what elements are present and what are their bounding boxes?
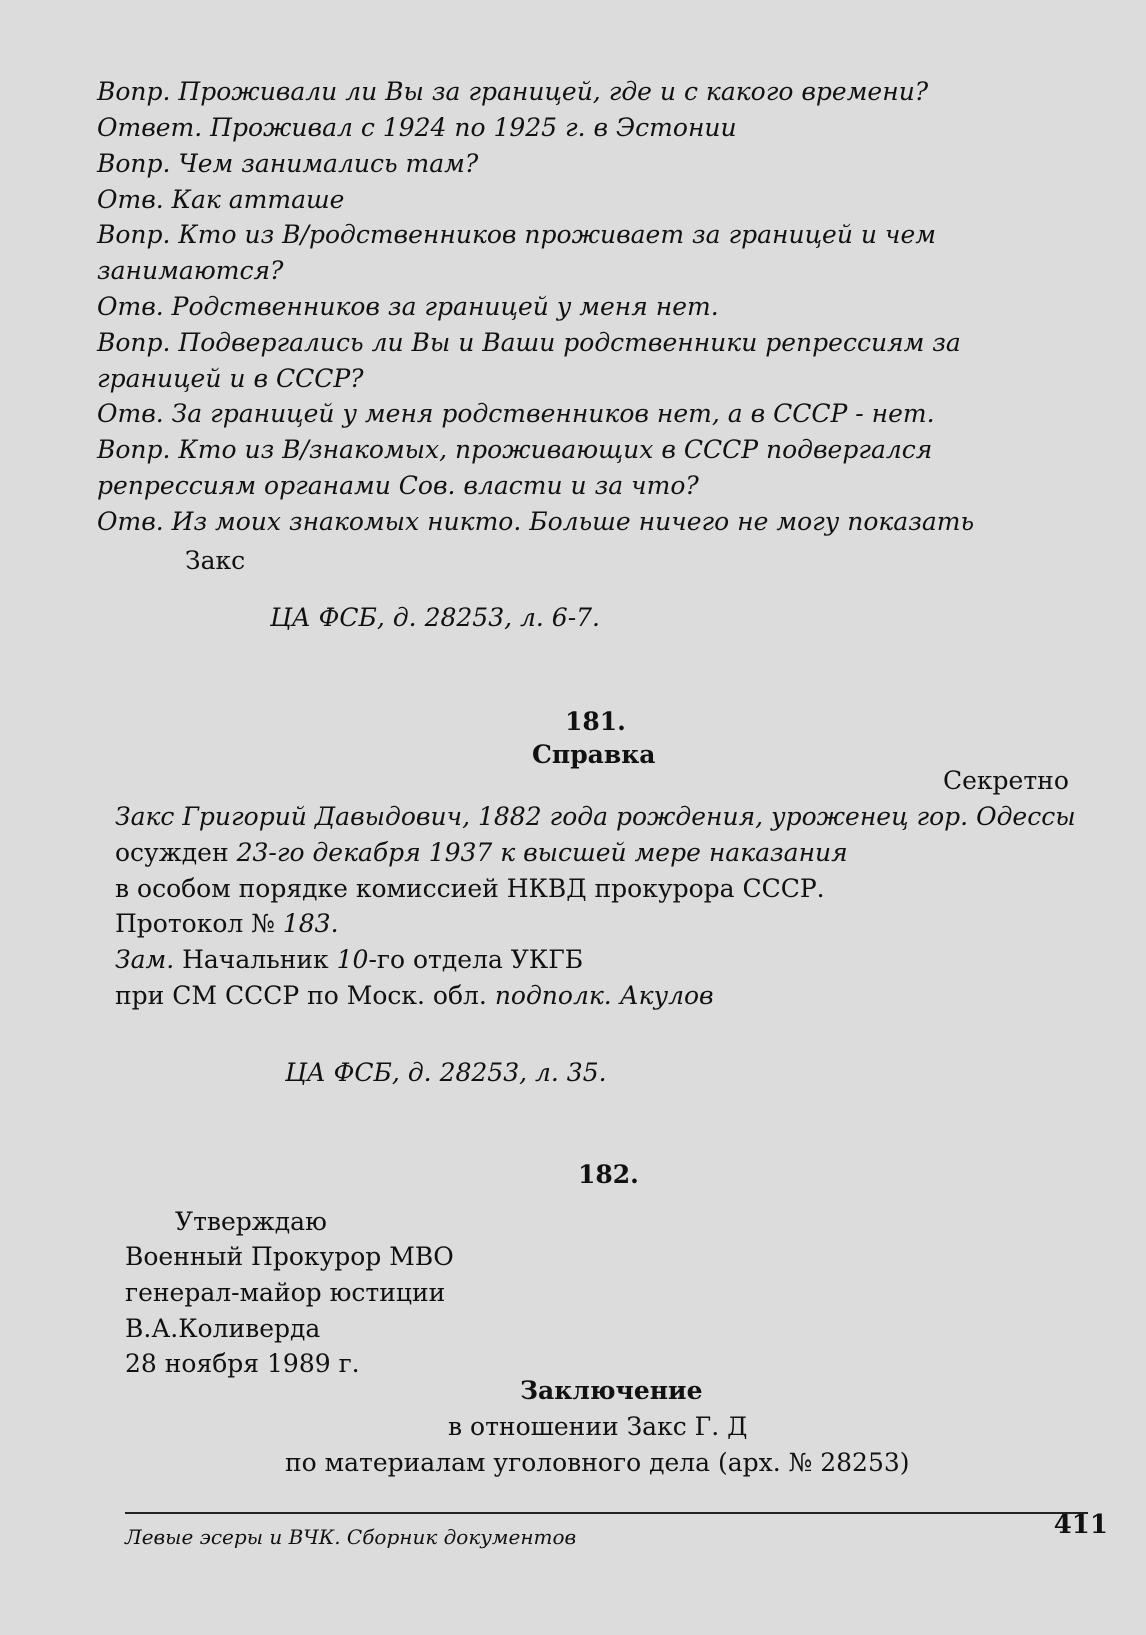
interrogation-line: Вопр. Кто из В/знакомых, проживающих в СССР подвергался — [97, 435, 933, 464]
certificate-line: Закс Григорий Давыдович, 1882 года рождения, уроженец гор. Одессы — [115, 802, 1076, 831]
approval-label: Утверждаю — [175, 1207, 327, 1236]
interrogation-line: занимаются? — [97, 256, 284, 285]
signature: Закс — [185, 546, 246, 575]
conclusion-subtitle: в отношении Закс Г. Д — [448, 1412, 748, 1441]
document-number: 182. — [578, 1160, 639, 1189]
document-number: 181. — [565, 707, 626, 736]
interrogation-line: Вопр. Проживали ли Вы за границей, где и с какого времени? — [97, 77, 929, 106]
interrogation-line: Отв. Родственников за границей у меня нет. — [97, 292, 719, 321]
interrogation-line: Отв. Как атташе — [97, 185, 345, 214]
document-title: Справка — [532, 740, 656, 769]
certificate-line: осужден 23-го декабря 1937 к высшей мере наказания — [115, 838, 848, 867]
approver-name: В.А.Коливерда — [125, 1314, 321, 1343]
interrogation-line: Отв. За границей у меня родственников нет, а в СССР - нет. — [97, 399, 935, 428]
interrogation-line: Вопр. Чем занимались там? — [97, 149, 479, 178]
source-reference: ЦА ФСБ, д. 28253, л. 6-7. — [270, 603, 601, 632]
conclusion-subtitle: по материалам уголовного дела (арх. № 28253) — [285, 1448, 910, 1477]
interrogation-line: Отв. Из моих знакомых никто. Больше ничего не могу показать — [97, 507, 975, 536]
certificate-line: Зам. Начальник 10-го отдела УКГБ — [115, 945, 584, 974]
certificate-line: Протокол № 183. — [115, 909, 339, 938]
interrogation-line: границей и в СССР? — [97, 364, 364, 393]
certificate-line: при СМ СССР по Моск. обл. подполк. Акулов — [115, 981, 714, 1010]
interrogation-line: Ответ. Проживал с 1924 по 1925 г. в Эстонии — [97, 113, 737, 142]
approval-date: 28 ноября 1989 г. — [125, 1349, 360, 1378]
interrogation-line: репрессиям органами Сов. власти и за что? — [97, 471, 699, 500]
source-reference: ЦА ФСБ, д. 28253, л. 35. — [285, 1058, 607, 1087]
footer-rule — [125, 1512, 1088, 1514]
approver-position: Военный Прокурор МВО — [125, 1242, 454, 1271]
book-title: Левые эсеры и ВЧК. Сборник документов — [125, 1525, 577, 1549]
certificate-line: в особом порядке комиссией НКВД прокурора СССР. — [115, 874, 825, 903]
conclusion-title: Заключение — [520, 1376, 703, 1405]
approver-rank: генерал-майор юстиции — [125, 1278, 446, 1307]
classification-label: Секретно — [943, 766, 1069, 795]
interrogation-line: Вопр. Подвергались ли Вы и Ваши родственники репрессиям за — [97, 328, 961, 357]
interrogation-line: Вопр. Кто из В/родственников проживает за границей и чем — [97, 220, 937, 249]
page-number: 411 — [1053, 1510, 1108, 1540]
